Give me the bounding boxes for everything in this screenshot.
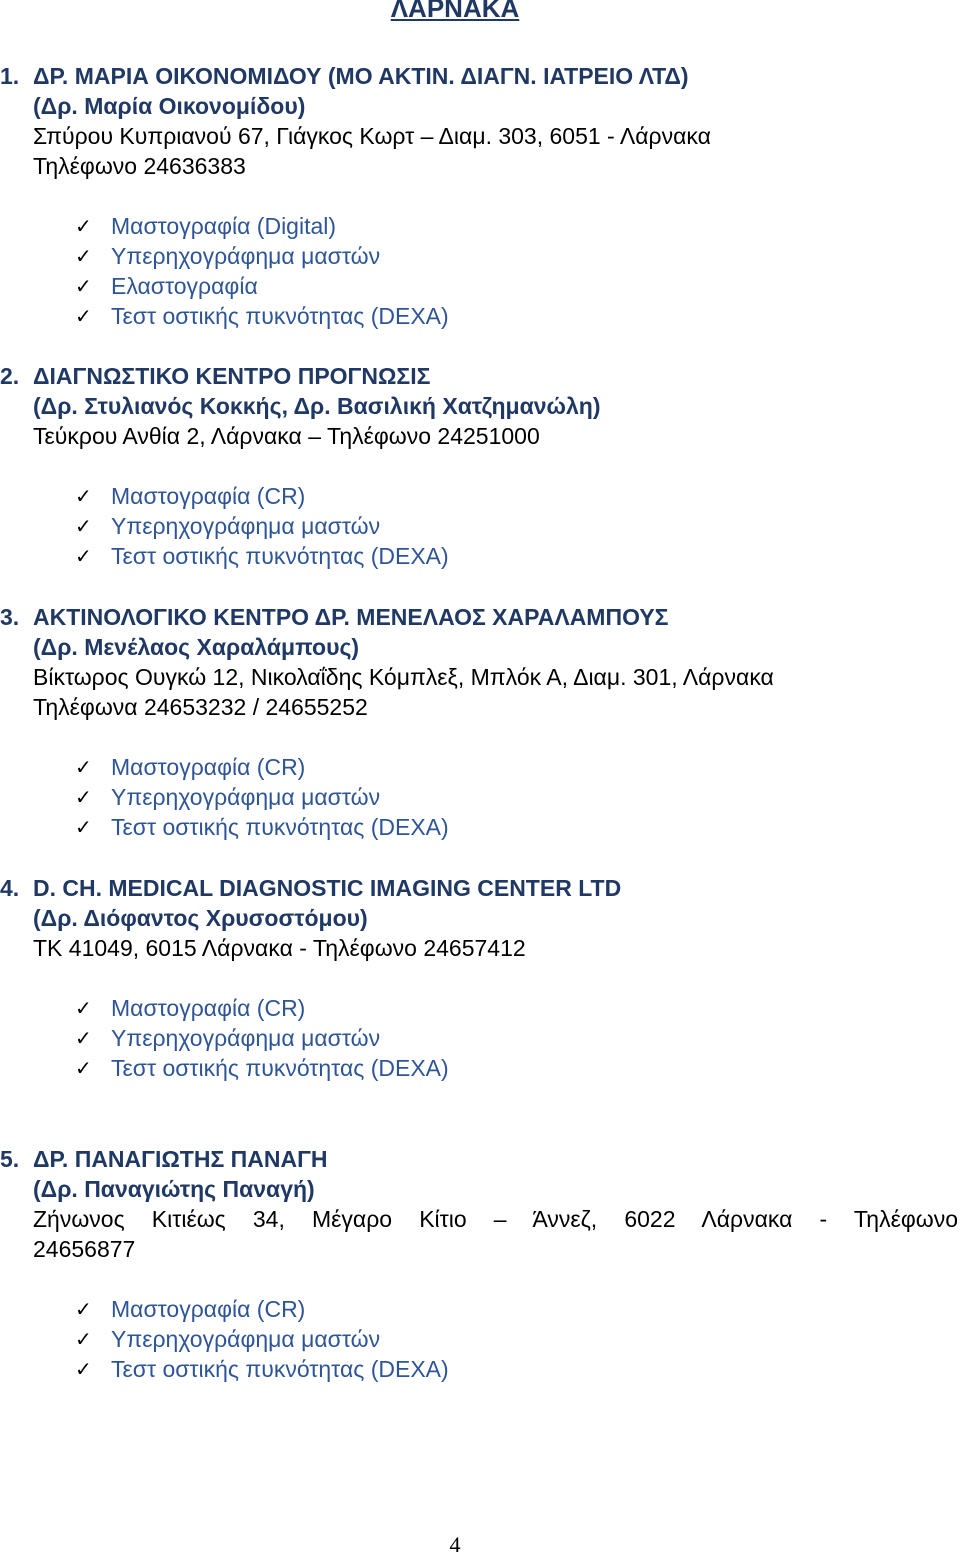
service-item: ✓ Μαστογραφία (Digital) xyxy=(75,213,337,239)
check-icon: ✓ xyxy=(75,304,92,328)
entry-heading xyxy=(0,873,950,903)
entry-address: Σπύρου Κυπριανού 67, Γιάγκος Κωρτ – Διαμ. 303, 6051 - Λάρνακα xyxy=(33,123,711,149)
service-item: ✓ Υπερηχογράφημα μαστών xyxy=(75,1326,381,1352)
entry-address: Ζήνωνος Κιτιέως 34, Μέγαρο Κίτιο – Άννεζ, 6022 Λάρνακα - Τηλέφωνο xyxy=(33,1206,958,1232)
check-icon: ✓ xyxy=(75,514,92,538)
services-list-1 xyxy=(0,211,449,331)
entry-doctor: (Δρ. Παναγιώτης Παναγή) xyxy=(33,1176,315,1202)
service-item: ✓ Τεστ οστικής πυκνότητας (DEXA) xyxy=(75,1055,449,1081)
entry-heading xyxy=(0,1144,950,1174)
service-item: ✓ Υπερηχογράφημα μαστών xyxy=(75,513,381,539)
check-icon: ✓ xyxy=(75,1297,92,1321)
service-item: ✓ Τεστ οστικής πυκνότητας (DEXA) xyxy=(75,303,449,329)
service-item: ✓ Μαστογραφία (CR) xyxy=(75,995,306,1021)
entry-name: ΔΡ. ΜΑΡΙΑ ΟΙΚΟΝΟΜΙΔΟΥ (ΜΟ ΑΚΤΙΝ. ΔΙΑΓΝ. ΙΑΤΡΕΙΟ ΛΤΔ) xyxy=(33,63,689,89)
check-icon: ✓ xyxy=(75,1026,92,1050)
page-number: 4 xyxy=(449,1532,461,1557)
check-icon: ✓ xyxy=(75,815,92,839)
check-icon: ✓ xyxy=(75,274,92,298)
service-item: ✓ Τεστ οστικής πυκνότητας (DEXA) xyxy=(75,543,449,569)
services-list-5 xyxy=(0,1294,449,1384)
service-item: ✓ Υπερηχογράφημα μαστών xyxy=(75,243,381,269)
check-icon: ✓ xyxy=(75,785,92,809)
entry-address: ΤΚ 41049, 6015 Λάρνακα - Τηλέφωνο 24657412 xyxy=(33,935,526,961)
entry-heading xyxy=(0,61,950,91)
entry-name: D. CH. MEDICAL DIAGNOSTIC IMAGING CENTER LTD xyxy=(33,875,622,901)
entry-number: 3. xyxy=(0,604,20,630)
service-item: ✓ Υπερηχογράφημα μαστών xyxy=(75,784,381,810)
services-list-4 xyxy=(0,993,449,1083)
entry-doctor: (Δρ. Μαρία Οικονομίδου) xyxy=(33,93,306,119)
service-item: ✓ Μαστογραφία (CR) xyxy=(75,754,306,780)
entry-number: 1. xyxy=(0,63,20,89)
check-icon: ✓ xyxy=(75,755,92,779)
entry-number: 5. xyxy=(0,1146,20,1172)
check-icon: ✓ xyxy=(75,544,92,568)
service-item: ✓ Μαστογραφία (CR) xyxy=(75,483,306,509)
entry-4 xyxy=(0,873,950,963)
entry-name: ΔΡ. ΠΑΝΑΓΙΩΤΗΣ ΠΑΝΑΓΗ xyxy=(33,1146,328,1172)
service-item: ✓ Ελαστογραφία xyxy=(75,273,258,299)
check-icon: ✓ xyxy=(75,244,92,268)
entry-name: ΑΚΤΙΝΟΛΟΓΙΚΟ ΚΕΝΤΡΟ ΔΡ. ΜΕΝΕΛΑΟΣ ΧΑΡΑΛΑΜΠΟΥΣ xyxy=(33,604,669,630)
entry-heading xyxy=(0,361,950,391)
entry-1 xyxy=(0,61,950,181)
service-item: ✓ Τεστ οστικής πυκνότητας (DEXA) xyxy=(75,1356,449,1382)
check-icon: ✓ xyxy=(75,996,92,1020)
entry-number: 4. xyxy=(0,875,20,901)
entry-address: Τεύκρου Ανθία 2, Λάρνακα – Τηλέφωνο 24251000 xyxy=(33,423,540,449)
entry-doctor: (Δρ. Διόφαντος Χρυσοστόμου) xyxy=(33,905,368,931)
entry-phone: Τηλέφωνο 24636383 xyxy=(33,153,246,179)
entry-address: Βίκτωρος Ουγκώ 12, Νικολαΐδης Κόμπλεξ, Μπλόκ Α, Διαμ. 301, Λάρνακα xyxy=(33,664,774,690)
check-icon: ✓ xyxy=(75,214,92,238)
service-item: ✓ Υπερηχογράφημα μαστών xyxy=(75,1025,381,1051)
check-icon: ✓ xyxy=(75,1357,92,1381)
entry-2 xyxy=(0,361,950,451)
check-icon: ✓ xyxy=(75,1327,92,1351)
check-icon: ✓ xyxy=(75,1056,92,1080)
service-item: ✓ Τεστ οστικής πυκνότητας (DEXA) xyxy=(75,814,449,840)
entry-heading xyxy=(0,602,950,632)
entry-name: ΔΙΑΓΝΩΣΤΙΚΟ ΚΕΝΤΡΟ ΠΡΟΓΝΩΣΙΣ xyxy=(33,363,431,389)
entry-3 xyxy=(0,602,950,722)
page-title: ΛΑΡΝΑΚΑ xyxy=(390,0,520,23)
entry-doctor: (Δρ. Μενέλαος Χαραλάμπους) xyxy=(33,634,360,660)
services-list-3 xyxy=(0,752,449,842)
entry-phone: Τηλέφωνα 24653232 / 24655252 xyxy=(33,694,368,720)
check-icon: ✓ xyxy=(75,484,92,508)
entry-doctor: (Δρ. Στυλιανός Κοκκής, Δρ. Βασιλική Χατζημανώλη) xyxy=(33,393,601,419)
services-list-2 xyxy=(0,481,449,571)
entry-number: 2. xyxy=(0,363,20,389)
entry-5 xyxy=(0,1144,958,1264)
service-item: ✓ Μαστογραφία (CR) xyxy=(75,1296,306,1322)
entry-phone: 24656877 xyxy=(33,1236,136,1262)
